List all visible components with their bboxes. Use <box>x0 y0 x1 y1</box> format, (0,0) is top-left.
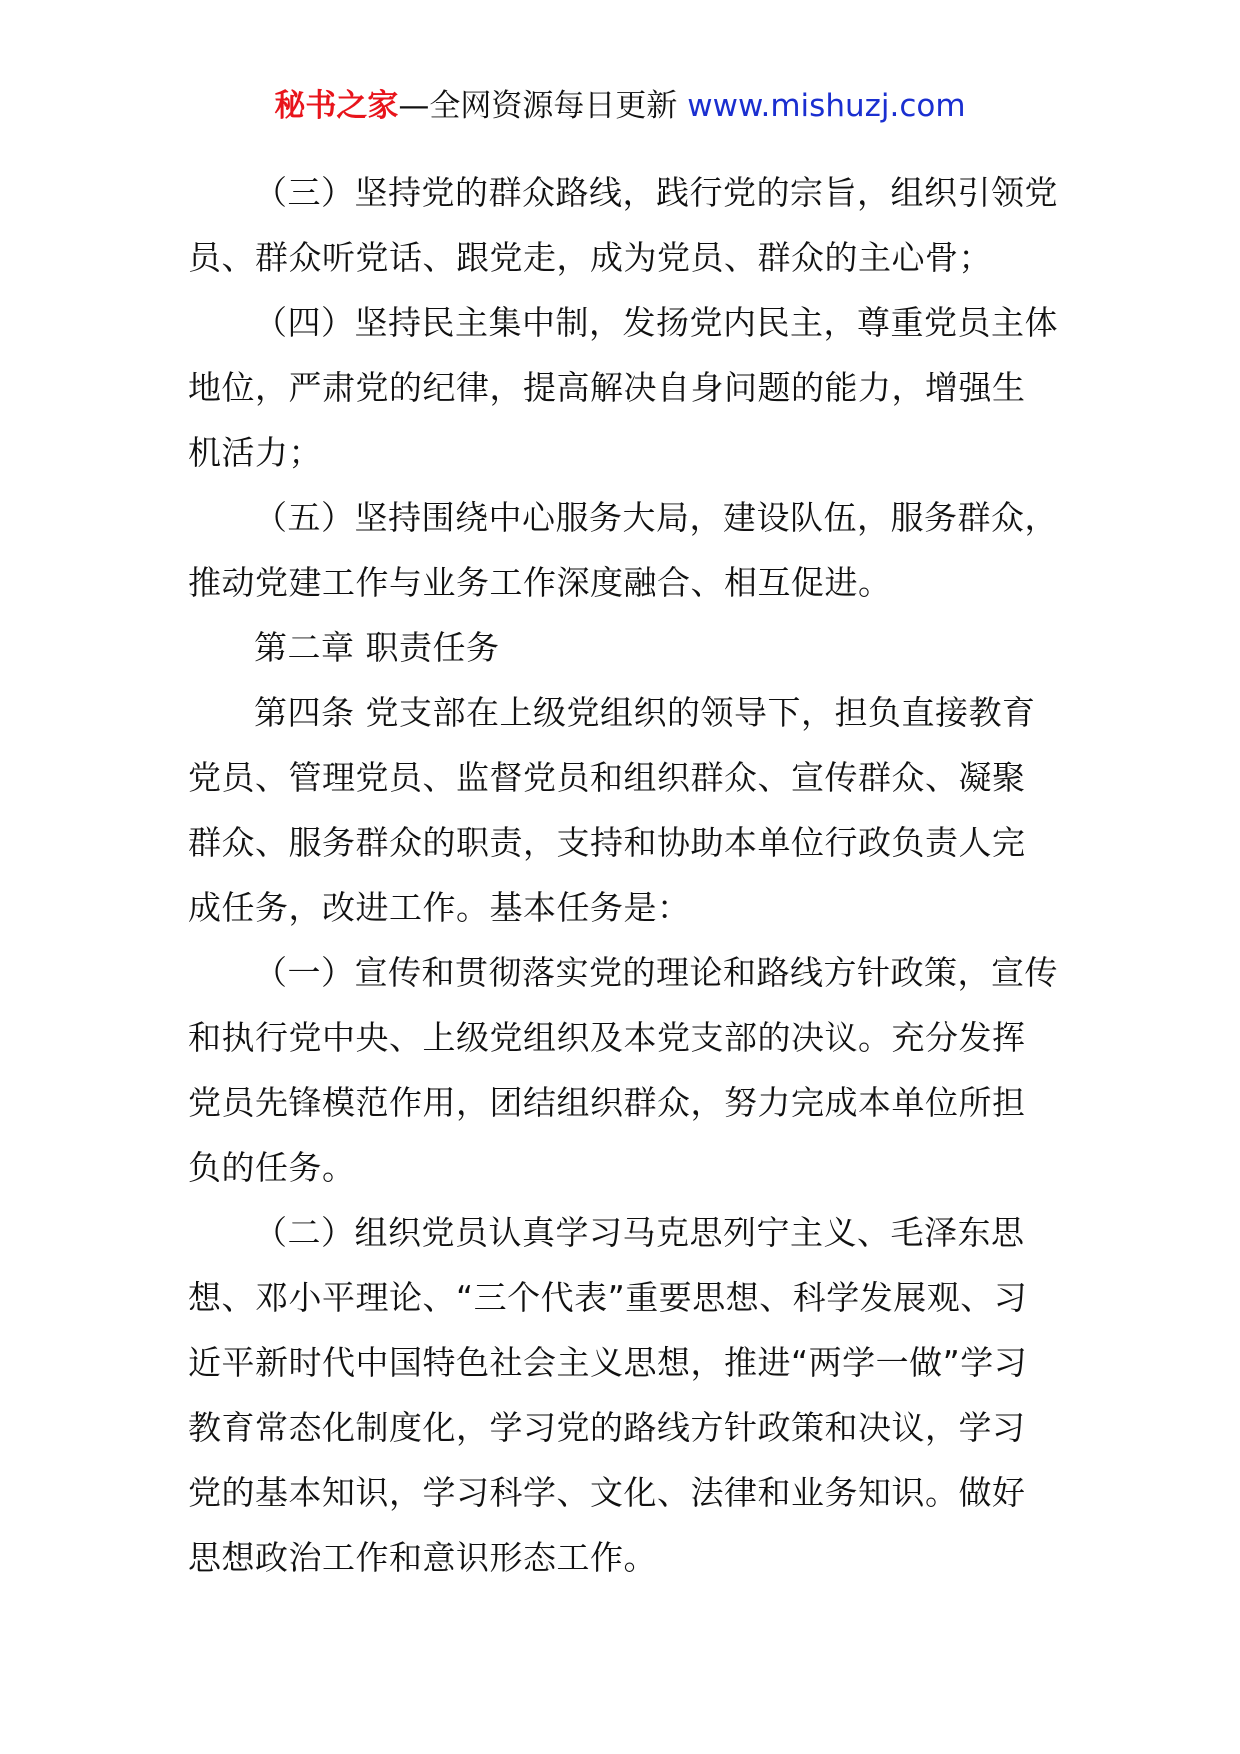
article-four: 第四条 党支部在上级党组织的领导下，担负直接教育党员、管理党员、监督党员和组织群众、宣传群众、凝聚群众、服务群众的职责，支持和协助本单位行政负责人完成任务，改进工作。基本任务是： <box>188 693 1036 927</box>
paragraph-item-5: （五）坚持围绕中心服务大局，建设队伍，服务群众，推动党建工作与业务工作深度融合、相互促进。 <box>188 498 1058 602</box>
chapter-heading: 第二章 职责任务 <box>254 628 500 667</box>
document-body <box>188 160 1058 1590</box>
paragraph-item-4: （四）坚持民主集中制，发扬党内民主，尊重党员主体地位，严肃党的纪律，提高解决自身问题的能力，增强生机活力； <box>188 303 1058 472</box>
task-item-2: （二）组织党员认真学习马克思列宁主义、毛泽东思想、邓小平理论、“三个代表”重要思想、科学发展观、习近平新时代中国特色社会主义思想，推进“两学一做”学习教育常态化制度化，学习党的路线方针政策和决议，学习党的基本知识，学习科学、文化、法律和业务知识。做好思想政治工作和意识形态工作。 <box>188 1213 1028 1577</box>
brand-name: 秘书之家 <box>274 88 399 124</box>
page-header <box>0 86 1240 126</box>
site-url-link[interactable]: www.mishuzj.com <box>687 88 966 124</box>
paragraph-item-3: （三）坚持党的群众路线，践行党的宗旨，组织引领党员、群众听党话、跟党走，成为党员、群众的主心骨； <box>188 173 1058 277</box>
task-item-1: （一）宣传和贯彻落实党的理论和路线方针政策，宣传和执行党中央、上级党组织及本党支部的决议。充分发挥党员先锋模范作用，团结组织群众，努力完成本单位所担负的任务。 <box>188 953 1058 1187</box>
header-tagline: —全网资源每日更新 <box>398 88 688 124</box>
